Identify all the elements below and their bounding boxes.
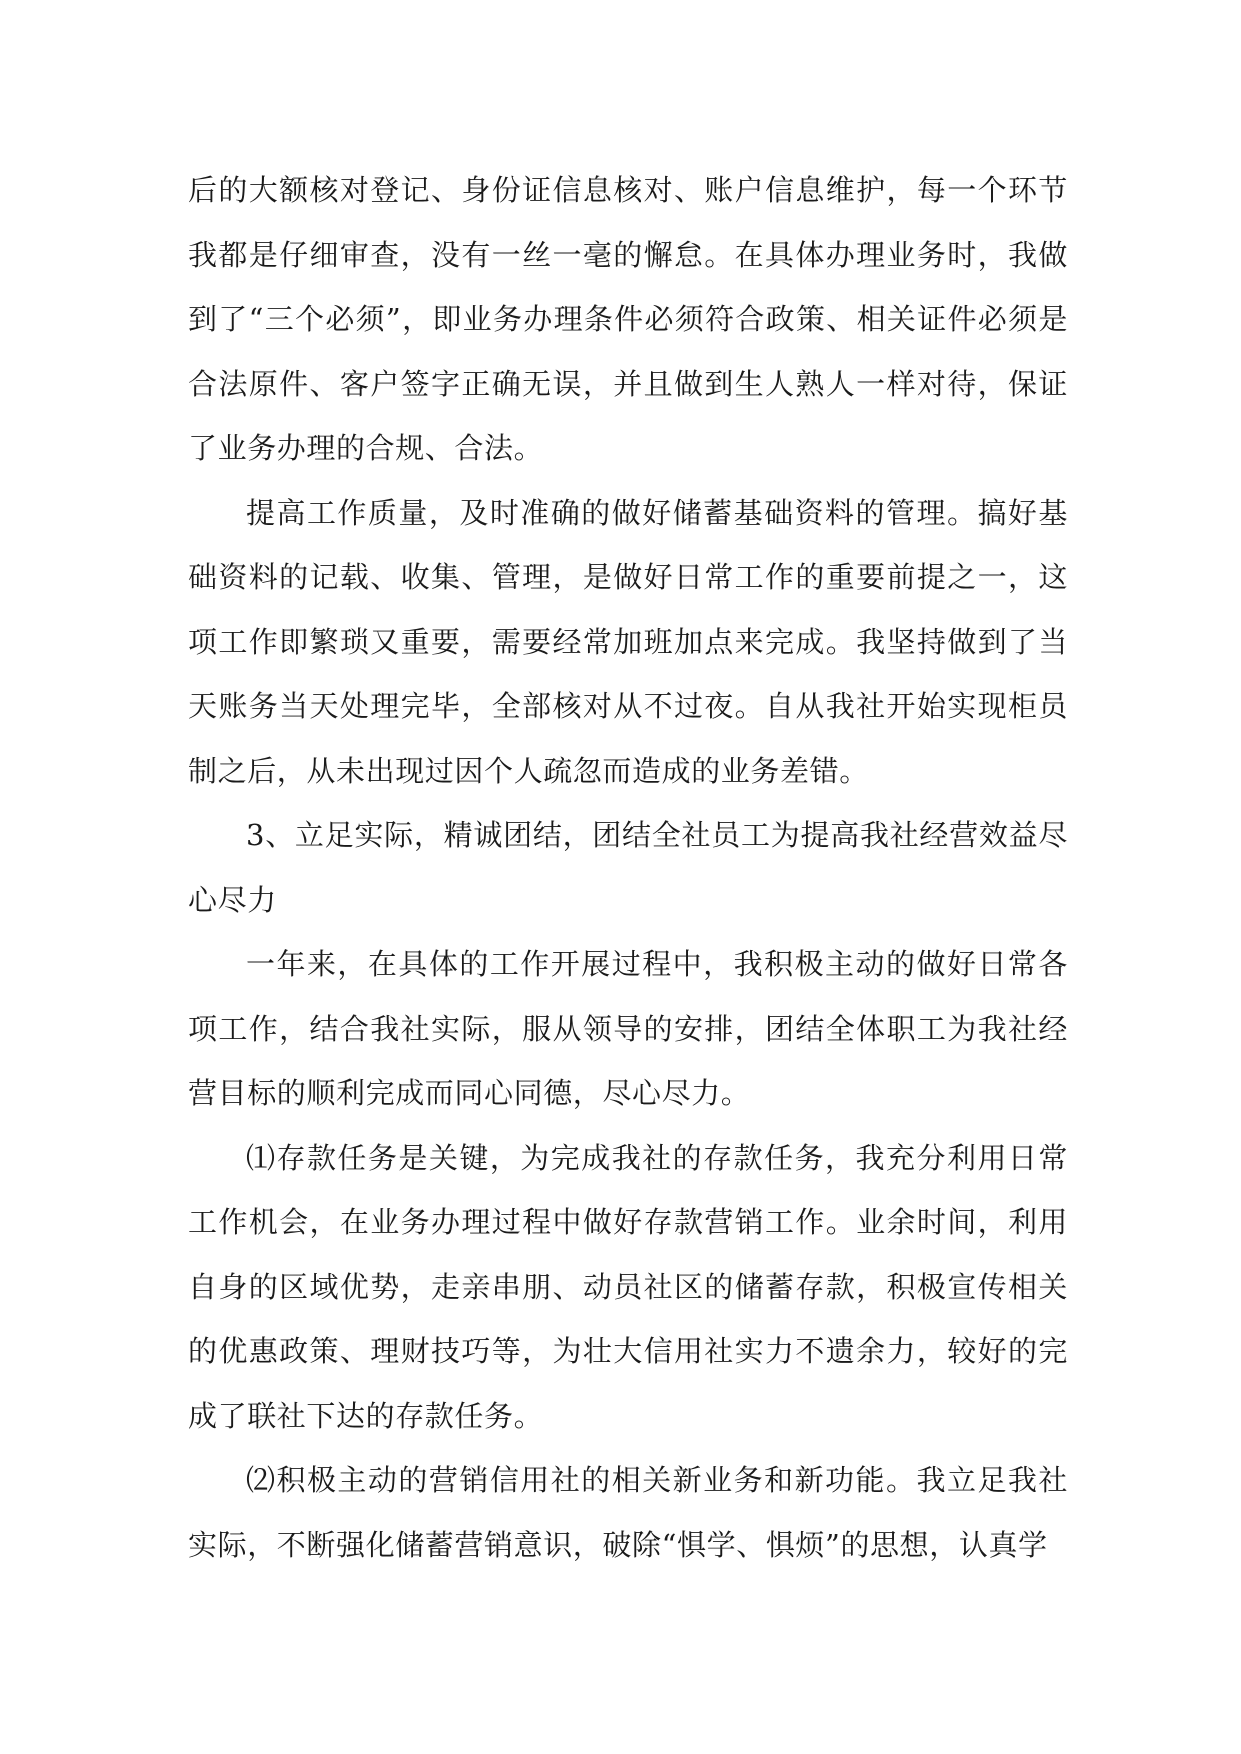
- paragraph-work-quality: 提高工作质量，及时准确的做好储蓄基础资料的管理。搞好基础资料的记载、收集、管理，是做好日常工作的重要前提之一，这项工作即繁琐又重要，需要经常加班加点来完成。我坚持做到了当天账务当天处理完毕，全部核对从不过夜。自从我社开始实现柜员制之后，从未出现过因个人疏忽而造成的业务差错。: [188, 495, 1068, 788]
- paragraph-new-business: ⑵积极主动的营销信用社的相关新业务和新功能。我立足我社实际，不断强化储蓄营销意识，破除“惧学、惧烦”的思想，认真学: [188, 1463, 1068, 1562]
- section-heading-3: 3、立足实际，精诚团结，团结全社员工为提高我社经营效益尽心尽力: [188, 818, 1068, 917]
- paragraph-deposit-task: ⑴存款任务是关键，为完成我社的存款任务，我充分利用日常工作机会，在业务办理过程中做好存款营销工作。业余时间，利用自身的区域优势，走亲串朋、动员社区的储蓄存款，积极宣传相关的优惠政策、理财技巧等，为壮大信用社实力不遗余力，较好的完成了联社下达的存款任务。: [188, 1140, 1068, 1433]
- document-page: [188, 158, 1068, 1577]
- paragraph-verification-duties: 后的大额核对登记、身份证信息核对、账户信息维护，每一个环节我都是仔细审查，没有一丝一毫的懈怠。在具体办理业务时，我做到了“三个必须”，即业务办理条件必须符合政策、相关证件必须是合法原件、客户签字正确无误，并且做到生人熟人一样对待，保证了业务办理的合规、合法。: [188, 173, 1068, 465]
- paragraph-year-review: 一年来，在具体的工作开展过程中，我积极主动的做好日常各项工作，结合我社实际，服从领导的安排，团结全体职工为我社经营目标的顺利完成而同心同德，尽心尽力。: [188, 947, 1068, 1110]
